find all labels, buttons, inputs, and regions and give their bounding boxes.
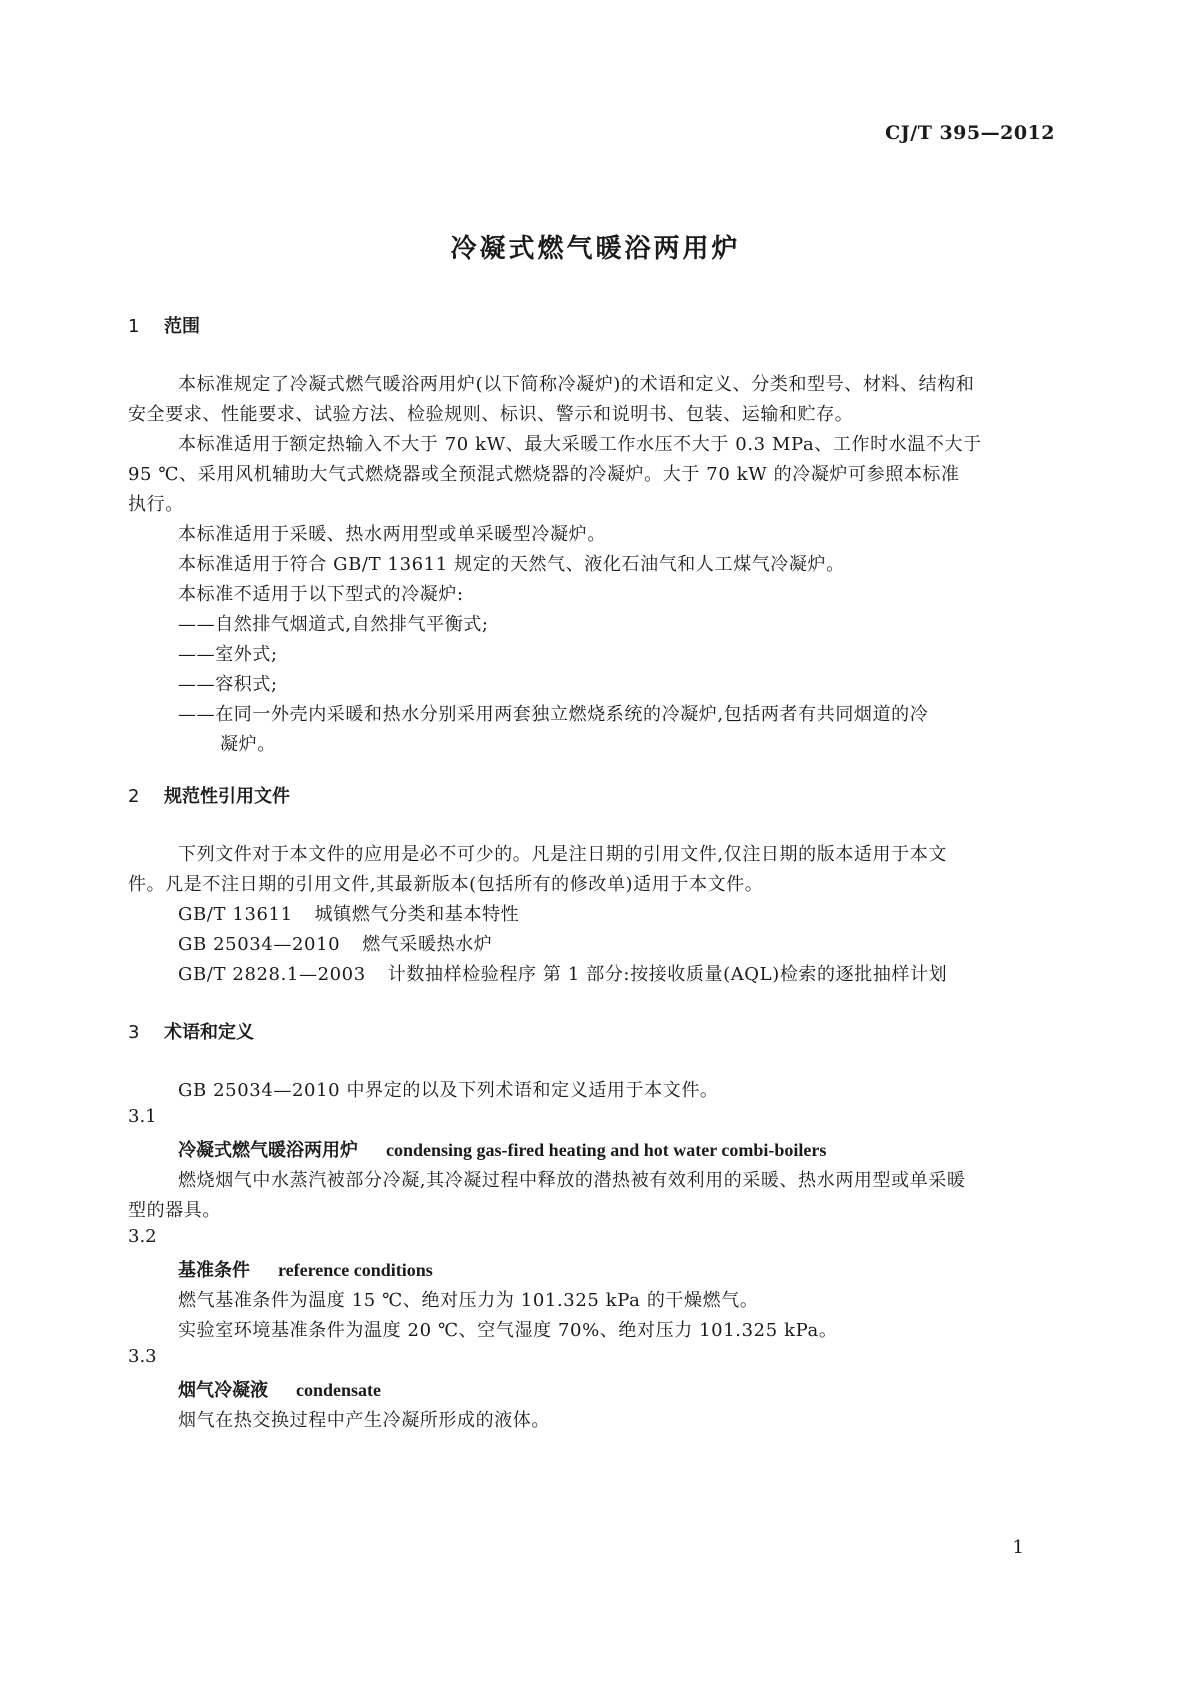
paragraph-continuation: 件。凡是不注日期的引用文件,其最新版本(包括所有的修改单)适用于本文件。 [128, 874, 764, 895]
term-definition: 烟气在热交换过程中产生冷凝所形成的液体。 [178, 1410, 550, 1431]
term-definition: 燃烧烟气中水蒸汽被部分冷凝,其冷凝过程中释放的潜热被有效利用的采暖、热水两用型或单采暖 [178, 1170, 966, 1191]
list-item: ——室外式; [178, 644, 278, 665]
section-3-heading [128, 1018, 254, 1044]
term-chinese: 基准条件 [178, 1260, 250, 1281]
section-number: 1 [128, 316, 140, 337]
section-number: 2 [128, 786, 140, 807]
list-item: ——在同一外壳内采暖和热水分别采用两套独立燃烧系统的冷凝炉,包括两者有共同烟道的冷 [178, 704, 929, 725]
paragraph: 本标准适用于额定热输入不大于 70 kW、最大采暖工作水压不大于 0.3 MPa、工作时水温不大于 [178, 434, 982, 455]
term-number: 3.2 [128, 1226, 157, 1247]
paragraph: 本标准适用于采暖、热水两用型或单采暖型冷凝炉。 [178, 524, 606, 545]
paragraph: 本标准不适用于以下型式的冷凝炉: [178, 584, 464, 605]
section-number: 3 [128, 1022, 140, 1043]
term-definition: 燃气基准条件为温度 15 ℃、绝对压力为 101.325 kPa 的干燥燃气。 [178, 1290, 759, 1311]
reference-code: GB 25034—2010 [178, 934, 341, 955]
term-english: reference conditions [278, 1260, 433, 1280]
term-chinese: 冷凝式燃气暖浴两用炉 [178, 1140, 358, 1161]
term-english: condensing gas-fired heating and hot water combi-boilers [386, 1140, 827, 1160]
paragraph-continuation: 95 ℃、采用风机辅助大气式燃烧器或全预混式燃烧器的冷凝炉。大于 70 kW 的冷凝炉可参照本标准 [128, 464, 960, 485]
reference-title: 计数抽样检验程序 第 1 部分:按接收质量(AQL)检索的逐批抽样计划 [387, 964, 948, 985]
term-entry [178, 1136, 826, 1162]
term-definition-continuation: 型的器具。 [128, 1200, 221, 1221]
paragraph: 下列文件对于本文件的应用是必不可少的。凡是注日期的引用文件,仅注日期的版本适用于本文 [178, 844, 947, 865]
document-title: 冷凝式燃气暖浴两用炉 [450, 234, 741, 264]
list-item: ——自然排气烟道式,自然排气平衡式; [178, 614, 489, 635]
reference-item [178, 930, 492, 956]
reference-title: 城镇燃气分类和基本特性 [314, 904, 520, 925]
section-2-heading [128, 782, 290, 808]
paragraph-continuation: 执行。 [128, 494, 184, 515]
page-number: 1 [1012, 1537, 1024, 1558]
reference-item [178, 900, 519, 926]
term-definition: 实验室环境基准条件为温度 20 ℃、空气湿度 70%、绝对压力 101.325 kPa。 [178, 1320, 838, 1341]
term-chinese: 烟气冷凝液 [178, 1380, 268, 1401]
paragraph: GB 25034—2010 中界定的以及下列术语和定义适用于本文件。 [178, 1080, 719, 1101]
standard-code: CJ/T 395—2012 [885, 122, 1055, 144]
reference-item [178, 960, 947, 986]
term-entry [178, 1376, 381, 1402]
paragraph-continuation: 安全要求、性能要求、试验方法、检验规则、标识、警示和说明书、包装、运输和贮存。 [128, 404, 854, 425]
paragraph: 本标准适用于符合 GB/T 13611 规定的天然气、液化石油气和人工煤气冷凝炉。 [178, 554, 845, 575]
reference-title: 燃气采暖热水炉 [362, 934, 493, 955]
term-number: 3.1 [128, 1106, 157, 1127]
section-title: 范围 [164, 316, 200, 337]
section-title: 规范性引用文件 [164, 786, 290, 807]
term-english: condensate [296, 1380, 381, 1400]
list-item: ——容积式; [178, 674, 278, 695]
paragraph: 本标准规定了冷凝式燃气暖浴两用炉(以下简称冷凝炉)的术语和定义、分类和型号、材料、结构和 [178, 374, 975, 395]
reference-code: GB/T 2828.1—2003 [178, 964, 366, 985]
term-entry [178, 1256, 433, 1282]
list-item-continuation: 凝炉。 [220, 734, 276, 755]
term-number: 3.3 [128, 1346, 157, 1367]
section-title: 术语和定义 [164, 1022, 254, 1043]
reference-code: GB/T 13611 [178, 904, 293, 925]
section-1-heading [128, 312, 200, 338]
